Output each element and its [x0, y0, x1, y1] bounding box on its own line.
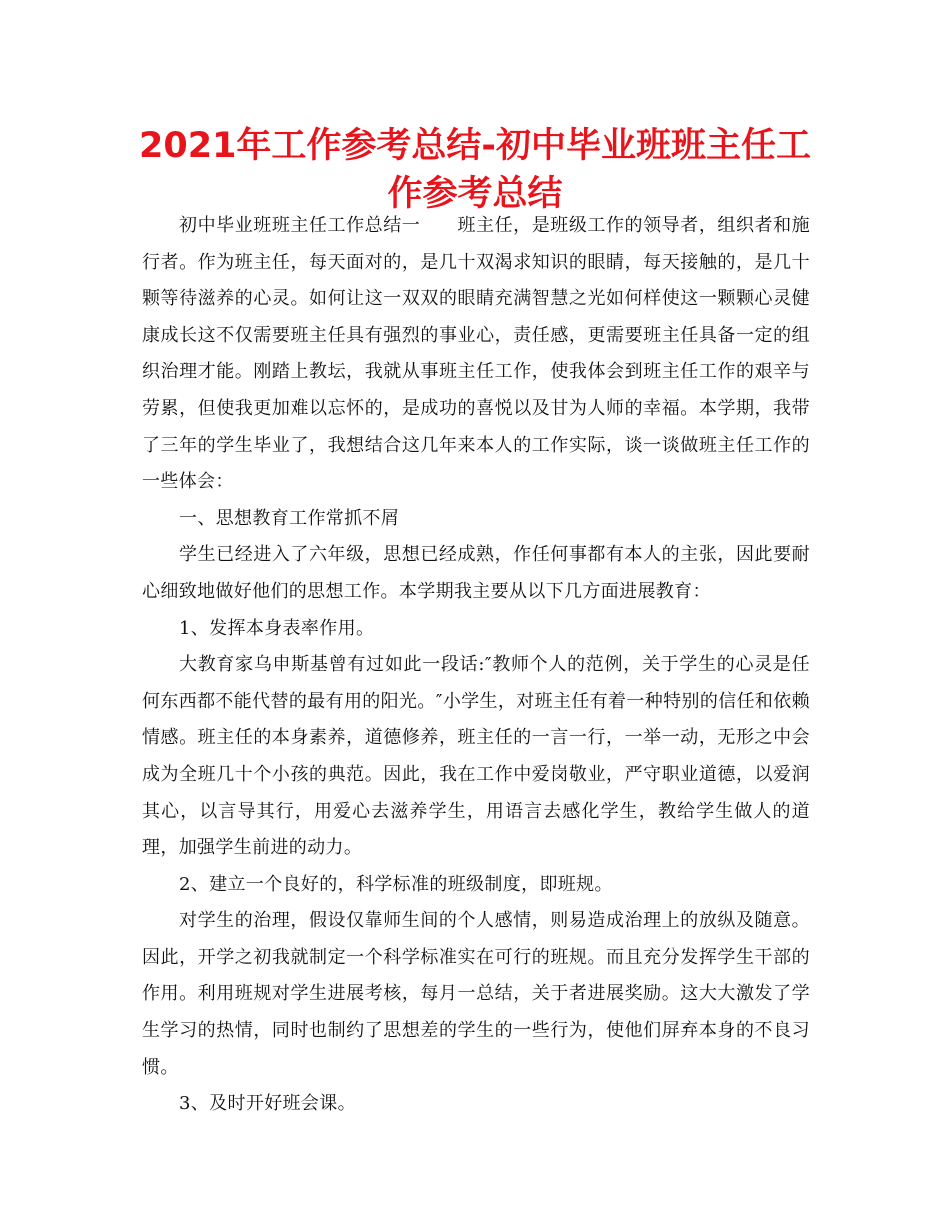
paragraph: 大教育家乌申斯基曾有过如此一段话:″教师个人的范例，关于学生的心灵是任何东西都不能代替的最有用的阳光。″小学生，对班主任有着一种特别的信任和依赖情感。班主任的本身素养，道德修养，班主任的一言一行，一举一动，无形之中会成为全班几十个小孩的典范。因此，我在工作中爱岗敬业，严守职业道德，以爱润其心，以言导其行，用爱心去滋养学生，用语言去感化学生，教给学生做人的道理，加强学生前进的动力。: [142, 654, 810, 859]
paragraph: 学生已经进入了六年级，思想已经成熟，作任何事都有本人的主张，因此要耐心细致地做好他们的思想工作。本学期我主要从以下几方面进展教育：: [142, 544, 810, 602]
document-title: 2021年工作参考总结-初中毕业班班主任工作参考总结: [139, 126, 811, 214]
list-item-heading: 2、建立一个良好的，科学标准的班级制度，即班规。: [179, 873, 613, 895]
document-body: [142, 208, 810, 1123]
list-item-heading: 3、及时开好班会课。: [179, 1093, 356, 1115]
section-heading: 一、思想教育工作常抓不屑: [179, 507, 400, 529]
list-item-heading: 1、发挥本身表率作用。: [179, 617, 375, 639]
paragraph: 对学生的治理，假设仅靠师生间的个人感情，则易造成治理上的放纵及随意。因此，开学之初我就制定一个科学标准实在可行的班规。而且充分发挥学生干部的作用。利用班规对学生进展考核，每月一总结，关于者进展奖励。这大大激发了学生学习的热情，同时也制约了思想差的学生的一些行为，使他们屏弃本身的不良习惯。: [142, 910, 810, 1078]
paragraph: 初中毕业班班主任工作总结一 班主任，是班级工作的领导者，组织者和施行者。作为班主任，每天面对的，是几十双渴求知识的眼睛，每天接触的，是几十颗等待滋养的心灵。如何让这一双双的眼睛充满智慧之光如何样使这一颗颗心灵健康成长这不仅需要班主任具有强烈的事业心，责任感，更需要班主任具备一定的组织治理才能。刚踏上教坛，我就从事班主任工作，使我体会到班主任工作的艰辛与劳累，但使我更加难以忘怀的，是成功的喜悦以及甘为人师的幸福。本学期，我带了三年的学生毕业了，我想结合这几年来本人的工作实际，谈一谈做班主任工作的一些体会：: [142, 215, 810, 493]
